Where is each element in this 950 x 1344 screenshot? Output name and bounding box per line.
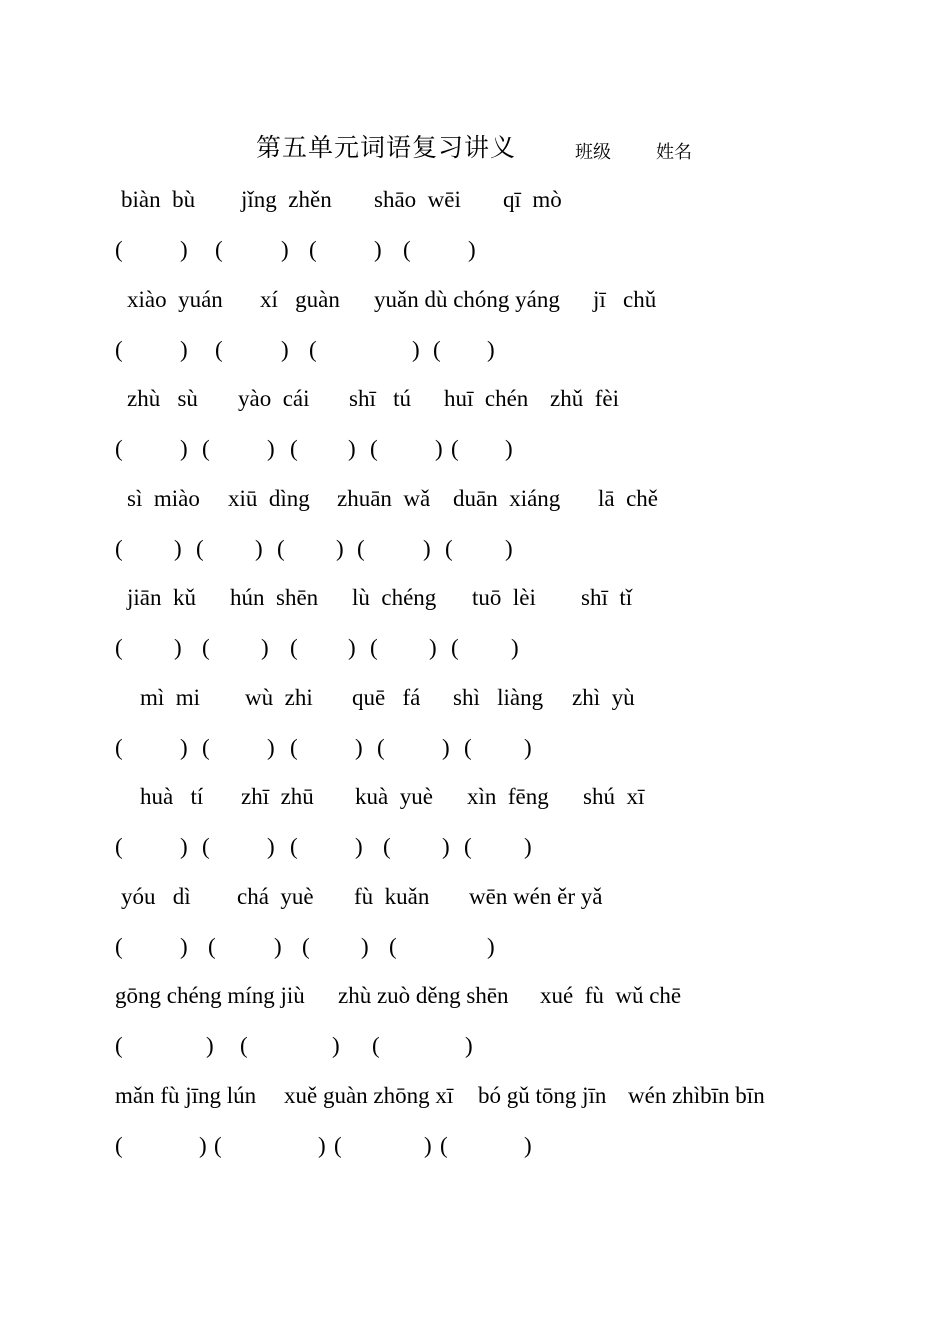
pinyin-item: xiào yuán bbox=[127, 286, 223, 312]
blank-close-paren: ) bbox=[255, 535, 263, 561]
worksheet-header bbox=[0, 132, 950, 168]
blank-close-paren: ) bbox=[435, 436, 443, 461]
answer-blanks-row bbox=[0, 432, 950, 466]
blank-open-paren: ( bbox=[451, 635, 459, 660]
exercise-group bbox=[0, 283, 950, 383]
pinyin-item: tuō lèi bbox=[472, 585, 536, 610]
blank-open-paren: ( bbox=[115, 635, 123, 660]
answer-blanks-row bbox=[0, 333, 950, 367]
pinyin-item: xiū dìng bbox=[228, 485, 310, 511]
pinyin-item: jǐng zhěn bbox=[241, 187, 332, 212]
blank-close-paren: ) bbox=[180, 834, 188, 859]
pinyin-item: zhuān wǎ bbox=[337, 485, 431, 511]
blank-open-paren: ( bbox=[383, 834, 391, 859]
blank-close-paren: ) bbox=[361, 933, 369, 959]
blank-close-paren: ) bbox=[487, 933, 495, 959]
pinyin-item: zhù sù bbox=[127, 386, 198, 411]
pinyin-row bbox=[0, 581, 950, 615]
pinyin-item: jī chǔ bbox=[593, 286, 657, 312]
blank-close-paren: ) bbox=[487, 336, 495, 362]
pinyin-item: biàn bù bbox=[121, 187, 196, 212]
pinyin-item: zhǔ fèi bbox=[550, 386, 619, 411]
pinyin-item: chá yuè bbox=[237, 883, 314, 909]
blank-close-paren: ) bbox=[332, 1033, 340, 1058]
blank-close-paren: ) bbox=[281, 336, 289, 362]
pinyin-item: shì liàng bbox=[453, 684, 544, 710]
pinyin-item: mì mi bbox=[140, 684, 201, 710]
blank-open-paren: ( bbox=[440, 1132, 448, 1158]
blank-close-paren: ) bbox=[412, 336, 420, 362]
blank-open-paren: ( bbox=[309, 336, 317, 362]
pinyin-item: xuě guàn zhōng xī bbox=[284, 1082, 454, 1108]
blank-open-paren: ( bbox=[302, 933, 310, 959]
pinyin-row bbox=[0, 482, 950, 516]
pinyin-item: huà tí bbox=[140, 784, 204, 809]
pinyin-item: huī chén bbox=[444, 386, 529, 411]
answer-blanks-row bbox=[0, 532, 950, 566]
blank-close-paren: ) bbox=[465, 1033, 473, 1058]
exercise-group bbox=[0, 681, 950, 781]
blank-close-paren: ) bbox=[274, 933, 282, 959]
exercise-group bbox=[0, 482, 950, 582]
pinyin-row bbox=[0, 880, 950, 914]
blank-open-paren: ( bbox=[290, 635, 298, 660]
pinyin-item: bó gǔ tōng jīn bbox=[478, 1082, 607, 1108]
blank-open-paren: ( bbox=[202, 734, 210, 760]
blank-open-paren: ( bbox=[115, 1132, 123, 1158]
name-label: 姓名 bbox=[656, 142, 692, 162]
pinyin-item: jiān kǔ bbox=[127, 585, 196, 610]
pinyin-item: yóu dì bbox=[121, 883, 191, 909]
blank-open-paren: ( bbox=[433, 336, 441, 362]
exercise-group bbox=[0, 979, 950, 1079]
pinyin-row bbox=[0, 979, 950, 1013]
blank-close-paren: ) bbox=[442, 734, 450, 760]
pinyin-row bbox=[0, 183, 950, 217]
blank-close-paren: ) bbox=[180, 734, 188, 760]
blank-close-paren: ) bbox=[429, 635, 437, 660]
blank-close-paren: ) bbox=[174, 635, 182, 660]
pinyin-item: shú xī bbox=[583, 784, 645, 809]
blank-open-paren: ( bbox=[240, 1033, 248, 1058]
pinyin-item: zhī zhū bbox=[241, 784, 314, 809]
blank-open-paren: ( bbox=[215, 237, 223, 262]
blank-open-paren: ( bbox=[290, 834, 298, 859]
pinyin-item: lù chéng bbox=[352, 585, 437, 610]
blank-close-paren: ) bbox=[348, 635, 356, 660]
exercise-group bbox=[0, 382, 950, 482]
blank-close-paren: ) bbox=[348, 436, 356, 461]
pinyin-item: shāo wēi bbox=[374, 187, 461, 212]
blank-open-paren: ( bbox=[464, 734, 472, 760]
blank-open-paren: ( bbox=[277, 535, 285, 561]
blank-open-paren: ( bbox=[403, 237, 411, 262]
pinyin-item: quē fá bbox=[352, 684, 421, 710]
blank-close-paren: ) bbox=[468, 237, 476, 262]
blank-close-paren: ) bbox=[511, 635, 519, 660]
answer-blanks-row bbox=[0, 631, 950, 665]
answer-blanks-row bbox=[0, 233, 950, 267]
pinyin-row bbox=[0, 780, 950, 814]
exercise-group bbox=[0, 581, 950, 681]
pinyin-item: duān xiáng bbox=[453, 485, 561, 511]
blank-open-paren: ( bbox=[377, 734, 385, 760]
blank-close-paren: ) bbox=[206, 1033, 214, 1058]
blank-close-paren: ) bbox=[180, 336, 188, 362]
pinyin-item: sì miào bbox=[127, 485, 200, 511]
answer-blanks-row bbox=[0, 731, 950, 765]
pinyin-item: hún shēn bbox=[230, 585, 319, 610]
blank-close-paren: ) bbox=[524, 1132, 532, 1158]
blank-open-paren: ( bbox=[357, 535, 365, 561]
blank-close-paren: ) bbox=[180, 436, 188, 461]
blank-open-paren: ( bbox=[290, 436, 298, 461]
blank-close-paren: ) bbox=[267, 734, 275, 760]
answer-blanks-row bbox=[0, 930, 950, 964]
exercise-group bbox=[0, 880, 950, 980]
blank-open-paren: ( bbox=[309, 237, 317, 262]
blank-open-paren: ( bbox=[370, 635, 378, 660]
pinyin-item: gōng chéng míng jiù bbox=[115, 983, 305, 1008]
pinyin-item: lā chě bbox=[598, 485, 659, 511]
pinyin-item: zhì yù bbox=[572, 684, 635, 710]
blank-open-paren: ( bbox=[202, 635, 210, 660]
blank-open-paren: ( bbox=[115, 834, 123, 859]
blank-open-paren: ( bbox=[334, 1132, 342, 1158]
blank-close-paren: ) bbox=[505, 535, 513, 561]
pinyin-item: shī tú bbox=[349, 386, 411, 411]
blank-open-paren: ( bbox=[202, 834, 210, 859]
blank-close-paren: ) bbox=[374, 237, 382, 262]
exercise-group bbox=[0, 780, 950, 880]
pinyin-item: fù kuǎn bbox=[354, 883, 430, 909]
blank-close-paren: ) bbox=[355, 734, 363, 760]
blank-open-paren: ( bbox=[115, 734, 123, 760]
blank-close-paren: ) bbox=[318, 1132, 326, 1158]
blank-close-paren: ) bbox=[267, 834, 275, 859]
pinyin-item: zhù zuò děng shēn bbox=[338, 983, 509, 1008]
blank-close-paren: ) bbox=[261, 635, 269, 660]
blank-close-paren: ) bbox=[281, 237, 289, 262]
pinyin-item: wù zhi bbox=[245, 684, 313, 710]
blank-open-paren: ( bbox=[372, 1033, 380, 1058]
pinyin-item: wēn wén ěr yǎ bbox=[469, 883, 603, 909]
class-label: 班级 bbox=[575, 142, 611, 162]
blank-open-paren: ( bbox=[370, 436, 378, 461]
blank-open-paren: ( bbox=[214, 1132, 222, 1158]
blank-close-paren: ) bbox=[442, 834, 450, 859]
blank-close-paren: ) bbox=[524, 734, 532, 760]
blank-open-paren: ( bbox=[290, 734, 298, 760]
blank-open-paren: ( bbox=[445, 535, 453, 561]
blank-open-paren: ( bbox=[115, 535, 123, 561]
blank-open-paren: ( bbox=[115, 933, 123, 959]
blank-close-paren: ) bbox=[336, 535, 344, 561]
blank-open-paren: ( bbox=[389, 933, 397, 959]
exercise-groups bbox=[0, 183, 950, 1178]
pinyin-row bbox=[0, 1079, 950, 1113]
pinyin-item: yào cái bbox=[238, 386, 310, 411]
blank-open-paren: ( bbox=[115, 436, 123, 461]
exercise-group bbox=[0, 183, 950, 283]
blank-close-paren: ) bbox=[199, 1132, 207, 1158]
blank-close-paren: ) bbox=[524, 834, 532, 859]
pinyin-item: wén zhìbīn bīn bbox=[628, 1082, 765, 1108]
pinyin-item: qī mò bbox=[503, 187, 562, 212]
answer-blanks-row bbox=[0, 1129, 950, 1163]
pinyin-item: xué fù wǔ chē bbox=[540, 983, 682, 1008]
blank-open-paren: ( bbox=[115, 237, 123, 262]
blank-open-paren: ( bbox=[202, 436, 210, 461]
blank-open-paren: ( bbox=[215, 336, 223, 362]
exercise-group bbox=[0, 1079, 950, 1179]
pinyin-item: yuǎn dù chóng yáng bbox=[374, 286, 560, 312]
pinyin-item: shī tǐ bbox=[581, 585, 633, 610]
answer-blanks-row bbox=[0, 830, 950, 864]
blank-close-paren: ) bbox=[180, 933, 188, 959]
page-title: 第五单元词语复习讲义 bbox=[256, 135, 517, 162]
pinyin-row bbox=[0, 681, 950, 715]
blank-open-paren: ( bbox=[115, 1033, 123, 1058]
pinyin-item: xìn fēng bbox=[467, 784, 549, 809]
pinyin-row bbox=[0, 382, 950, 416]
blank-open-paren: ( bbox=[464, 834, 472, 859]
blank-close-paren: ) bbox=[424, 1132, 432, 1158]
blank-close-paren: ) bbox=[505, 436, 513, 461]
pinyin-item: mǎn fù jīng lún bbox=[115, 1082, 257, 1108]
blank-open-paren: ( bbox=[451, 436, 459, 461]
answer-blanks-row bbox=[0, 1029, 950, 1063]
blank-close-paren: ) bbox=[355, 834, 363, 859]
blank-close-paren: ) bbox=[180, 237, 188, 262]
pinyin-item: xí guàn bbox=[260, 286, 340, 312]
pinyin-item: kuà yuè bbox=[355, 784, 433, 809]
blank-open-paren: ( bbox=[115, 336, 123, 362]
blank-close-paren: ) bbox=[174, 535, 182, 561]
pinyin-row bbox=[0, 283, 950, 317]
blank-close-paren: ) bbox=[267, 436, 275, 461]
blank-open-paren: ( bbox=[208, 933, 216, 959]
blank-open-paren: ( bbox=[196, 535, 204, 561]
blank-close-paren: ) bbox=[423, 535, 431, 561]
